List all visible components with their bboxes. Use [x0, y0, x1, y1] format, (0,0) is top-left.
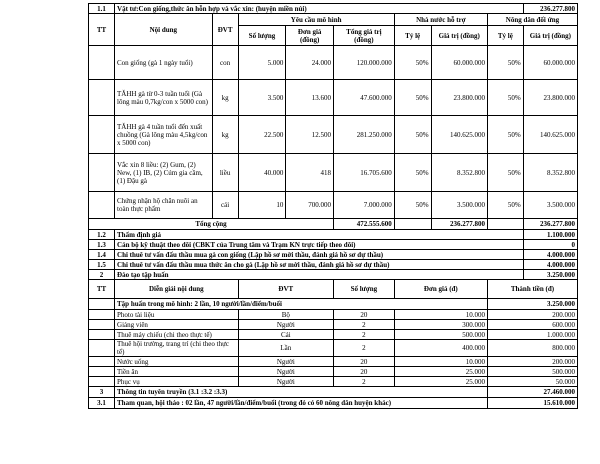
row-state-ratio: 50% [394, 80, 431, 116]
section-3-1-row [89, 398, 578, 409]
training-item: Photo tài liệu [115, 310, 239, 320]
table-row [89, 116, 578, 154]
training-header-price: Đơn giá (đ) [394, 280, 487, 299]
header-tt: TT [89, 14, 115, 46]
training-amount: 600.000 [487, 320, 577, 330]
row-qty: 5.000 [238, 46, 286, 80]
header-state: Nhà nước hỗ trợ [394, 14, 487, 26]
training-row [89, 367, 578, 377]
row-qty: 10 [238, 192, 286, 219]
summary-value: 0 [523, 240, 577, 250]
row-unit: con [212, 46, 238, 80]
section-3-1-code: 3.1 [89, 398, 115, 409]
summary-row [89, 270, 578, 280]
summary-code: 1.4 [89, 250, 115, 260]
training-qty: 20 [334, 310, 395, 320]
header-qty: Số lượng [238, 26, 286, 46]
row-price: 13.600 [286, 80, 334, 116]
row-name: TĂHH gà 4 tuần tuổi đến xuất chuồng (Gà lông màu 4,5kg/con x 5000 con) [115, 116, 213, 154]
training-price: 10.000 [394, 310, 487, 320]
summary-value: 1.100.000 [523, 230, 577, 240]
section-1-1-row [89, 4, 578, 14]
section-3-row [89, 387, 578, 398]
training-price: 300.000 [394, 320, 487, 330]
training-header-qty: Số lượng [334, 280, 395, 299]
training-price: 10.000 [394, 357, 487, 367]
training-price: 500.000 [394, 330, 487, 340]
summary-value: 4.000.000 [523, 260, 577, 270]
header-model-req: Yêu cầu mô hình [238, 14, 394, 26]
row-unit: kg [212, 116, 238, 154]
training-unit: Người [238, 357, 333, 367]
section-3-1-label: Tham quan, hội thảo : 02 lần, 47 người/lần/điểm/buổi (trong đó có 60 nông dân huyện khác) [115, 398, 488, 409]
row-state-ratio: 50% [394, 154, 431, 192]
sum-farmer-value: 236.277.800 [523, 219, 577, 230]
summary-row [89, 230, 578, 240]
row-name: Vắc xin 8 liều: (2) Gum, (2) New, (1) IB, (2) Cúm gia cầm, (1) Đậu gà [115, 154, 213, 192]
row-state-value: 140.625.000 [431, 116, 487, 154]
header-unit: ĐVT [212, 14, 238, 46]
training-qty: 2 [334, 377, 395, 387]
row-price: 12.500 [286, 116, 334, 154]
training-amount: 200.000 [487, 357, 577, 367]
training-price: 400.000 [394, 340, 487, 357]
training-qty: 20 [334, 357, 395, 367]
training-header-unit: ĐVT [238, 280, 333, 299]
training-qty: 2 [334, 340, 395, 357]
training-price: 25.000 [394, 377, 487, 387]
training-amount: 800.000 [487, 340, 577, 357]
training-qty: 2 [334, 320, 395, 330]
row-state-ratio: 50% [394, 46, 431, 80]
summary-label: Đào tạo tập huấn [115, 270, 524, 280]
row-unit: liều [212, 154, 238, 192]
row-state-value: 23.800.000 [431, 80, 487, 116]
section-total: 236.277.800 [523, 4, 577, 14]
row-qty: 40.000 [238, 154, 286, 192]
row-unit: cái [212, 192, 238, 219]
section-title: Vật tư:Con giống,thức ăn hỗn hợp và vắc xin: (huyện miền núi) [115, 4, 524, 14]
row-total: 120.000.000 [334, 46, 395, 80]
table-row [89, 80, 578, 116]
training-qty: 20 [334, 367, 395, 377]
table-header-row [89, 14, 578, 26]
training-unit: Người [238, 320, 333, 330]
training-row [89, 310, 578, 320]
row-state-value: 60.000.000 [431, 46, 487, 80]
header-farmer-ratio: Tỷ lệ [487, 26, 523, 46]
training-unit: Cái [238, 330, 333, 340]
training-subtitle: Tập huấn trong mô hình: 2 lần, 10 người/lần/điểm/buổi [115, 299, 488, 310]
row-farmer-ratio: 50% [487, 80, 523, 116]
summary-row [89, 260, 578, 270]
summary-value: 3.250.000 [523, 270, 577, 280]
header-total-value: Tổng giá trị (đồng) [334, 26, 395, 46]
training-unit: Người [238, 367, 333, 377]
header-unit-price: Đơn giá (đồng) [286, 26, 334, 46]
sum-total: 472.555.600 [334, 219, 395, 230]
summary-row [89, 240, 578, 250]
section-3-value: 27.460.000 [487, 387, 577, 398]
row-farmer-ratio: 50% [487, 192, 523, 219]
row-farmer-value: 140.625.000 [523, 116, 577, 154]
section-3-1-value: 15.610.000 [487, 398, 577, 409]
training-amount: 200.000 [487, 310, 577, 320]
row-price: 418 [286, 154, 334, 192]
row-farmer-value: 3.500.000 [523, 192, 577, 219]
training-qty: 2 [334, 330, 395, 340]
summary-label: Chi thuê tư vấn đấu thầu mua gà con giống (Lập hồ sơ mời thầu, đánh giá hồ sơ dự thầu) [115, 250, 524, 260]
summary-label: Cán bộ kỹ thuật theo dõi (CBKT của Trung tâm và Trạm KN trực tiếp theo dõi) [115, 240, 524, 250]
training-item: Thuê hội trường, trang trí (chi theo thực tế) [115, 340, 239, 357]
header-farmer-value: Giá trị (đồng) [523, 26, 577, 46]
summary-label: Chi thuê tư vấn đấu thầu mua thức ăn cho gà (Lập hồ sơ mời thầu, đánh giá hồ sơ dự thầu) [115, 260, 524, 270]
header-content: Nội dung [115, 14, 213, 46]
summary-code: 2 [89, 270, 115, 280]
training-amount: 500.000 [487, 367, 577, 377]
row-state-ratio: 50% [394, 192, 431, 219]
row-qty: 22.500 [238, 116, 286, 154]
summary-row [89, 250, 578, 260]
table-row [89, 154, 578, 192]
sum-row [89, 219, 578, 230]
training-row [89, 330, 578, 340]
row-total: 7.000.000 [334, 192, 395, 219]
section-3-code: 3 [89, 387, 115, 398]
header-farmer: Nông dân đối ứng [487, 14, 577, 26]
training-row [89, 340, 578, 357]
training-item: Thuê máy chiếu (chi theo thực tế) [115, 330, 239, 340]
training-item: Giảng viên [115, 320, 239, 330]
training-amount: 1.000.000 [487, 330, 577, 340]
training-item: Phục vụ [115, 377, 239, 387]
row-state-value: 8.352.800 [431, 154, 487, 192]
summary-code: 1.5 [89, 260, 115, 270]
row-name: TĂHH gà từ 0-3 tuần tuổi (Gà lông màu 0,7kg/con x 5000 con) [115, 80, 213, 116]
training-unit: Bộ [238, 310, 333, 320]
training-unit: Lần [238, 340, 333, 357]
budget-table [88, 3, 578, 409]
row-total: 281.250.000 [334, 116, 395, 154]
training-price: 25.000 [394, 367, 487, 377]
row-farmer-value: 60.000.000 [523, 46, 577, 80]
row-price: 24.000 [286, 46, 334, 80]
training-header-tt: TT [89, 280, 115, 299]
training-row [89, 377, 578, 387]
row-farmer-value: 23.800.000 [523, 80, 577, 116]
summary-value: 4.000.000 [523, 250, 577, 260]
training-header-item: Diễn giải nội dung [115, 280, 239, 299]
row-state-ratio: 50% [394, 116, 431, 154]
training-item: Tiền ăn [115, 367, 239, 377]
table-row [89, 46, 578, 80]
row-farmer-ratio: 50% [487, 116, 523, 154]
training-header-amount: Thành tiền (đ) [487, 280, 577, 299]
training-amount: 50.000 [487, 377, 577, 387]
row-total: 16.705.600 [334, 154, 395, 192]
training-subtitle-row [89, 299, 578, 310]
row-farmer-ratio: 50% [487, 46, 523, 80]
row-state-value: 3.500.000 [431, 192, 487, 219]
training-row [89, 357, 578, 367]
budget-sheet [88, 3, 578, 409]
table-row [89, 192, 578, 219]
training-header-row [89, 280, 578, 299]
sum-state-value: 236.277.800 [431, 219, 487, 230]
training-unit: Người [238, 377, 333, 387]
row-farmer-value: 8.352.800 [523, 154, 577, 192]
summary-code: 1.3 [89, 240, 115, 250]
row-qty: 3.500 [238, 80, 286, 116]
sum-label: Tổng cộng [89, 219, 334, 230]
section-code: 1.1 [89, 4, 115, 14]
row-name: Con giống (gà 1 ngày tuổi) [115, 46, 213, 80]
row-price: 700.000 [286, 192, 334, 219]
summary-code: 1.2 [89, 230, 115, 240]
header-state-value: Giá trị (đồng) [431, 26, 487, 46]
header-state-ratio: Tỷ lệ [394, 26, 431, 46]
training-item: Nước uống [115, 357, 239, 367]
row-name: Chứng nhận hộ chăn nuôi an toàn thực phẩm [115, 192, 213, 219]
training-row [89, 320, 578, 330]
summary-label: Thẩm định giá [115, 230, 524, 240]
row-farmer-ratio: 50% [487, 154, 523, 192]
row-unit: kg [212, 80, 238, 116]
section-3-label: Thông tin tuyên truyền (3.1 :3.2 :3.3) [115, 387, 488, 398]
training-subtotal: 3.250.000 [487, 299, 577, 310]
row-total: 47.600.000 [334, 80, 395, 116]
